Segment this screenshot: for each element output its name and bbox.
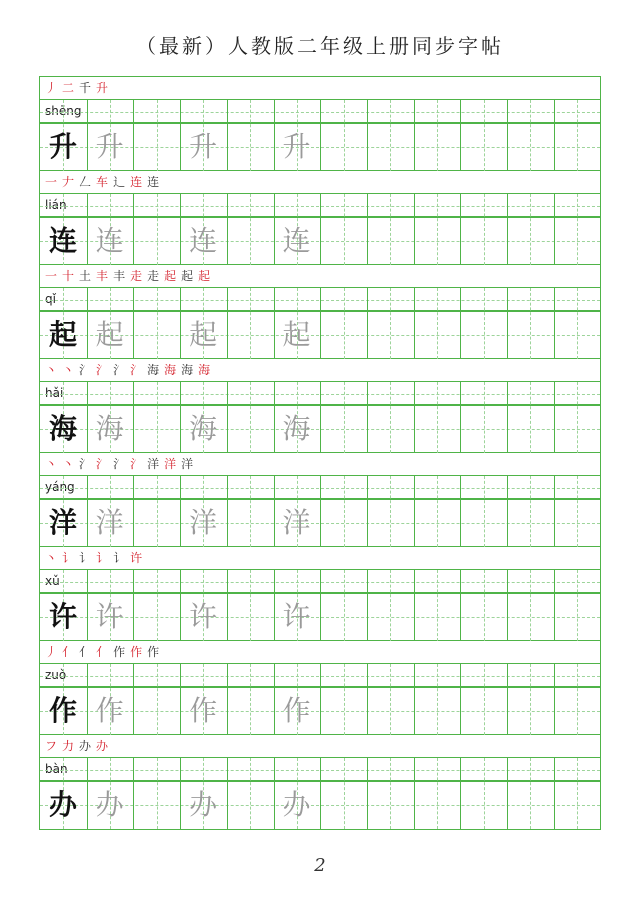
cell-center-guide [250, 100, 251, 171]
cell-center-guide [577, 664, 578, 735]
cell-center-guide [437, 570, 438, 641]
practice-block [40, 77, 600, 171]
cell-divider [460, 758, 461, 829]
stroke-order-row [40, 735, 600, 758]
stroke-step: 丶 [45, 551, 58, 565]
stroke-step: 氵 [130, 457, 143, 471]
trace-character: 许 [189, 600, 218, 633]
stroke-step: 海 [147, 363, 160, 377]
stroke-step: 氵 [96, 363, 109, 377]
cell-divider [507, 194, 508, 265]
cell-divider [133, 758, 134, 829]
cell-center-guide [390, 758, 391, 829]
cell-center-guide [390, 476, 391, 547]
cell-divider [554, 758, 555, 829]
pinyin-label: yáng [45, 480, 75, 494]
cell-center-guide [530, 194, 531, 265]
trace-character: 许 [95, 600, 124, 633]
cell-divider [320, 194, 321, 265]
pinyin-label: xǔ [45, 574, 60, 588]
cell-center-guide [390, 664, 391, 735]
stroke-order-row [40, 359, 600, 382]
cell-center-guide [157, 758, 158, 829]
cell-divider [133, 476, 134, 547]
cell-center-guide [530, 476, 531, 547]
stroke-step: 作 [113, 645, 126, 659]
cell-center-guide [390, 382, 391, 453]
pinyin-label: hǎi [45, 386, 64, 400]
cell-center-guide [437, 476, 438, 547]
stroke-step: 丰 [96, 269, 109, 283]
cell-divider [414, 664, 415, 735]
model-character: 作 [48, 694, 77, 727]
trace-character: 洋 [282, 506, 311, 539]
stroke-step: 丿 [45, 81, 58, 95]
cell-divider [320, 288, 321, 359]
stroke-step: 洋 [164, 457, 177, 471]
cell-center-guide [390, 570, 391, 641]
cell-center-guide [484, 476, 485, 547]
stroke-step: 𠂇 [62, 175, 75, 189]
cell-divider [227, 758, 228, 829]
cell-center-guide [157, 288, 158, 359]
cell-center-guide [344, 194, 345, 265]
stroke-step: 升 [96, 81, 109, 95]
trace-character: 作 [282, 694, 311, 727]
cell-divider [554, 570, 555, 641]
cell-center-guide [577, 194, 578, 265]
stroke-step: 海 [198, 363, 211, 377]
cell-center-guide [157, 382, 158, 453]
stroke-step: 办 [79, 739, 92, 753]
trace-character: 升 [95, 130, 124, 163]
cell-center-guide [250, 476, 251, 547]
cell-divider [133, 664, 134, 735]
cell-divider [320, 664, 321, 735]
page-number: 2 [314, 855, 326, 876]
practice-block [40, 641, 600, 735]
stroke-step: 作 [130, 645, 143, 659]
cell-center-guide [530, 570, 531, 641]
cell-divider [133, 100, 134, 171]
stroke-step: 氵 [79, 457, 92, 471]
stroke-step: 一 [45, 269, 58, 283]
practice-block [40, 735, 600, 829]
trace-character: 海 [95, 412, 124, 445]
cell-divider [554, 288, 555, 359]
cell-divider [227, 382, 228, 453]
stroke-step: 亻 [79, 645, 92, 659]
pinyin-label: qǐ [45, 292, 56, 306]
cell-center-guide [250, 288, 251, 359]
cell-center-guide [484, 758, 485, 829]
cell-center-guide [437, 382, 438, 453]
cell-divider [460, 194, 461, 265]
cell-divider [227, 664, 228, 735]
cell-divider [227, 100, 228, 171]
stroke-step: 二 [62, 81, 75, 95]
pinyin-label: shēng [45, 104, 82, 118]
cell-divider [414, 194, 415, 265]
stroke-step: 洋 [181, 457, 194, 471]
stroke-step: 讠 [79, 551, 92, 565]
cell-divider [507, 382, 508, 453]
stroke-step: 办 [96, 739, 109, 753]
cell-divider [320, 100, 321, 171]
trace-character: 办 [282, 788, 311, 821]
cell-divider [227, 570, 228, 641]
cell-center-guide [437, 758, 438, 829]
cell-center-guide [530, 288, 531, 359]
stroke-step: 氵 [113, 363, 126, 377]
cell-center-guide [157, 476, 158, 547]
cell-divider [507, 476, 508, 547]
cell-divider [367, 758, 368, 829]
cell-divider [133, 288, 134, 359]
stroke-step: 氵 [79, 363, 92, 377]
cell-divider [460, 664, 461, 735]
cell-divider [460, 476, 461, 547]
copybook-grid [39, 76, 601, 830]
trace-character: 办 [189, 788, 218, 821]
stroke-step: 起 [198, 269, 211, 283]
cell-divider [133, 570, 134, 641]
cell-center-guide [484, 382, 485, 453]
cell-center-guide [344, 758, 345, 829]
stroke-step: 讠 [96, 551, 109, 565]
cell-center-guide [484, 288, 485, 359]
cell-divider [320, 382, 321, 453]
cell-center-guide [344, 288, 345, 359]
cell-divider [554, 664, 555, 735]
model-character: 连 [48, 224, 77, 257]
cell-center-guide [577, 382, 578, 453]
cell-center-guide [437, 194, 438, 265]
cell-divider [507, 100, 508, 171]
practice-block [40, 547, 600, 641]
stroke-step: 连 [147, 175, 160, 189]
stroke-step: 氵 [96, 457, 109, 471]
cell-center-guide [390, 100, 391, 171]
stroke-step: 丶 [45, 457, 58, 471]
cell-center-guide [577, 288, 578, 359]
cell-divider [460, 382, 461, 453]
trace-character: 办 [95, 788, 124, 821]
cell-center-guide [390, 194, 391, 265]
cell-center-guide [530, 758, 531, 829]
cell-center-guide [157, 664, 158, 735]
page-title: （最新）人教版二年级上册同步字帖 [136, 34, 504, 58]
trace-character: 作 [189, 694, 218, 727]
stroke-step: 车 [96, 175, 109, 189]
stroke-step: 海 [181, 363, 194, 377]
practice-block [40, 453, 600, 547]
stroke-step: 走 [147, 269, 160, 283]
cell-divider [414, 288, 415, 359]
stroke-order-row [40, 171, 600, 194]
cell-divider [414, 100, 415, 171]
cell-divider [320, 476, 321, 547]
cell-divider [554, 382, 555, 453]
trace-character: 许 [282, 600, 311, 633]
cell-divider [367, 288, 368, 359]
cell-center-guide [250, 194, 251, 265]
cell-divider [227, 288, 228, 359]
stroke-step: 亻 [96, 645, 109, 659]
stroke-step: 丶 [62, 457, 75, 471]
trace-character: 洋 [95, 506, 124, 539]
cell-center-guide [484, 194, 485, 265]
cell-center-guide [344, 100, 345, 171]
stroke-step: 丶 [45, 363, 58, 377]
stroke-step: 氵 [113, 457, 126, 471]
cell-divider [554, 476, 555, 547]
stroke-step: 一 [45, 175, 58, 189]
practice-block [40, 359, 600, 453]
cell-divider [507, 288, 508, 359]
cell-divider [460, 570, 461, 641]
cell-center-guide [344, 382, 345, 453]
cell-center-guide [250, 570, 251, 641]
cell-divider [414, 570, 415, 641]
cell-divider [367, 476, 368, 547]
model-character: 起 [48, 318, 77, 351]
cell-center-guide [437, 288, 438, 359]
stroke-step: 海 [164, 363, 177, 377]
cell-center-guide [157, 100, 158, 171]
stroke-order-row [40, 77, 600, 100]
stroke-step: 丿 [45, 645, 58, 659]
trace-character: 起 [282, 318, 311, 351]
cell-divider [367, 100, 368, 171]
cell-center-guide [250, 758, 251, 829]
cell-center-guide [530, 100, 531, 171]
stroke-step: 讠 [62, 551, 75, 565]
cell-center-guide [530, 382, 531, 453]
model-character: 升 [48, 130, 77, 163]
cell-divider [414, 758, 415, 829]
stroke-step: 起 [181, 269, 194, 283]
stroke-step: 𠃋 [79, 175, 92, 189]
stroke-step: 走 [130, 269, 143, 283]
cell-divider [507, 758, 508, 829]
pinyin-label: bàn [45, 762, 68, 776]
cell-center-guide [437, 100, 438, 171]
stroke-step: 力 [62, 739, 75, 753]
stroke-step: 十 [62, 269, 75, 283]
cell-divider [554, 194, 555, 265]
cell-divider [227, 476, 228, 547]
trace-character: 洋 [189, 506, 218, 539]
stroke-step: 起 [164, 269, 177, 283]
cell-divider [320, 570, 321, 641]
cell-center-guide [484, 570, 485, 641]
cell-center-guide [577, 570, 578, 641]
model-character: 许 [48, 600, 77, 633]
stroke-step: 丰 [113, 269, 126, 283]
stroke-step: 千 [79, 81, 92, 95]
cell-divider [367, 664, 368, 735]
cell-center-guide [437, 664, 438, 735]
cell-divider [507, 570, 508, 641]
stroke-step: 土 [79, 269, 92, 283]
stroke-step: 氵 [130, 363, 143, 377]
stroke-step: フ [45, 739, 58, 753]
cell-divider [367, 382, 368, 453]
stroke-step: 洋 [147, 457, 160, 471]
cell-center-guide [157, 194, 158, 265]
cell-center-guide [484, 664, 485, 735]
cell-divider [133, 382, 134, 453]
cell-divider [367, 570, 368, 641]
cell-center-guide [344, 664, 345, 735]
cell-center-guide [344, 476, 345, 547]
trace-character: 作 [95, 694, 124, 727]
trace-character: 连 [95, 224, 124, 257]
trace-character: 升 [282, 130, 311, 163]
cell-center-guide [530, 664, 531, 735]
pinyin-label: zuò [45, 668, 67, 682]
cell-center-guide [577, 476, 578, 547]
stroke-step: 辶 [113, 175, 126, 189]
cell-divider [227, 194, 228, 265]
practice-block [40, 265, 600, 359]
cell-center-guide [390, 288, 391, 359]
cell-center-guide [577, 100, 578, 171]
cell-divider [554, 100, 555, 171]
stroke-step: 连 [130, 175, 143, 189]
stroke-step: 作 [147, 645, 160, 659]
stroke-step: 亻 [62, 645, 75, 659]
stroke-step: 丶 [62, 363, 75, 377]
stroke-step: 许 [130, 551, 143, 565]
cell-center-guide [250, 382, 251, 453]
cell-divider [460, 288, 461, 359]
stroke-order-row [40, 641, 600, 664]
stroke-order-row [40, 453, 600, 476]
practice-block [40, 171, 600, 265]
cell-divider [414, 382, 415, 453]
stroke-order-row [40, 265, 600, 288]
cell-divider [367, 194, 368, 265]
trace-character: 起 [189, 318, 218, 351]
trace-character: 连 [189, 224, 218, 257]
model-character: 洋 [48, 506, 77, 539]
trace-character: 连 [282, 224, 311, 257]
cell-divider [414, 476, 415, 547]
pinyin-label: lián [45, 198, 67, 212]
cell-center-guide [577, 758, 578, 829]
cell-divider [460, 100, 461, 171]
cell-divider [320, 758, 321, 829]
trace-character: 海 [189, 412, 218, 445]
cell-center-guide [484, 100, 485, 171]
trace-character: 起 [95, 318, 124, 351]
trace-character: 海 [282, 412, 311, 445]
stroke-order-row [40, 547, 600, 570]
model-character: 办 [48, 788, 77, 821]
stroke-step: 讠 [113, 551, 126, 565]
model-character: 海 [48, 412, 77, 445]
cell-center-guide [157, 570, 158, 641]
cell-center-guide [344, 570, 345, 641]
cell-divider [133, 194, 134, 265]
cell-divider [507, 664, 508, 735]
cell-center-guide [250, 664, 251, 735]
trace-character: 升 [189, 130, 218, 163]
